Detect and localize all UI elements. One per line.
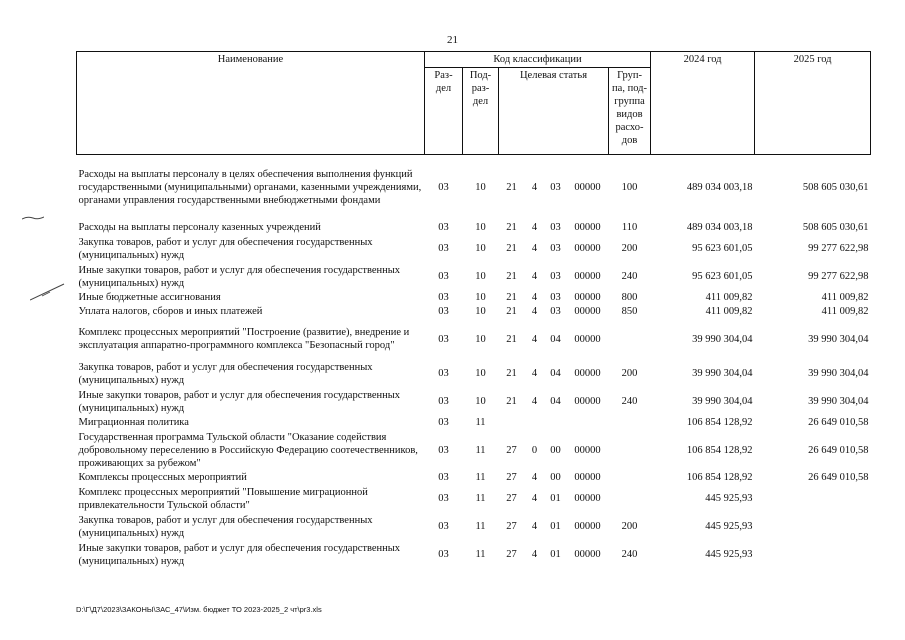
row-event-code [545,416,567,430]
page-number: 21 [447,34,458,46]
row-event-code: 00 [550,444,561,456]
row-subsection: 11 [475,521,486,532]
table-row [77,416,871,430]
row-subsection: 10 [475,243,486,254]
row-section: 03 [438,521,449,532]
row-program-code: 21 [506,222,517,233]
row-program-code: 21 [506,306,517,317]
row-name: Иные закупки товаров, работ и услуг для обеспечения государственных (муниципальных) нужд [78,264,401,289]
budget-table [76,51,871,569]
row-expense-type: 240 [621,271,638,282]
row-program-code: 21 [506,243,517,254]
table-row [77,360,871,388]
row-name: Уплата налогов, сборов и иных платежей [78,306,263,317]
row-amount-2025: 411 009,82 [821,292,869,303]
row-program-code: 27 [506,549,517,560]
row-subsection: 10 [475,368,486,379]
row-expense-type [609,416,651,430]
row-subprogram-code: 4 [531,493,538,504]
row-amount-2024: 39 990 304,04 [692,368,753,379]
row-expense-type: 200 [621,521,638,532]
table-row [77,155,871,221]
row-amount-2025: 26 649 010,58 [808,472,869,483]
row-amount-2025: 39 990 304,04 [808,368,869,379]
row-program-code: 21 [506,333,517,345]
row-amount-2024: 445 925,93 [705,521,753,532]
table-row [77,541,871,569]
row-section: 03 [438,333,449,345]
row-amount-2025: 39 990 304,04 [808,396,869,407]
table-row [77,221,871,235]
row-amount-2024: 445 925,93 [705,493,753,504]
row-program-code: 27 [506,521,517,532]
row-subprogram-code: 4 [531,243,538,254]
table-row [77,471,871,485]
row-expense-type: 200 [621,243,638,254]
row-event-code: 01 [550,521,561,532]
row-amount-2024: 106 854 128,92 [686,417,753,428]
header-row-1 [77,52,871,68]
row-name: Комплексы процессных мероприятий [78,472,247,483]
row-amount-2024: 95 623 601,05 [692,243,753,254]
row-event-code: 03 [550,306,561,317]
table-row [77,485,871,513]
row-subsection: 10 [475,271,486,282]
row-amount-2024: 489 034 003,18 [686,222,753,233]
row-expense-type: 850 [621,306,638,317]
row-direction-code: 00000 [574,306,601,317]
row-amount-2025: 411 009,82 [821,306,869,317]
row-subsection: 10 [475,306,486,317]
row-subsection: 11 [475,444,486,456]
row-subprogram-code: 0 [531,444,538,456]
row-event-code: 00 [550,472,561,483]
row-direction-code: 00000 [574,472,601,483]
row-name: Расходы на выплаты персоналу казенных учреждений [78,222,321,233]
row-section: 03 [438,472,449,483]
row-direction-code: 00000 [574,368,601,379]
row-direction-code: 00000 [574,333,601,345]
row-expense-type: 110 [621,222,638,233]
row-amount-2024: 106 854 128,92 [686,444,753,456]
row-expense-type: 240 [621,396,638,407]
row-section: 03 [438,396,449,407]
row-event-code: 03 [550,222,561,233]
row-event-code: 04 [550,333,561,345]
row-direction-code: 00000 [574,182,601,194]
row-section: 03 [438,222,449,233]
row-name: Закупка товаров, работ и услуг для обеспечения государственных (муниципальных) нужд [78,236,373,261]
row-subsection: 11 [475,549,486,560]
row-amount-2024: 445 925,93 [705,549,753,560]
header-section: Раз- дел [425,68,463,155]
row-expense-type: 200 [621,368,638,379]
row-amount-2025: 99 277 622,98 [808,271,869,282]
row-program-code: 27 [506,493,517,504]
row-event-code: 03 [550,182,561,194]
row-subsection: 10 [475,292,486,303]
row-subprogram-code: 4 [531,222,538,233]
row-amount-2024: 106 854 128,92 [686,472,753,483]
table-row [77,235,871,263]
row-name: Закупка товаров, работ и услуг для обеспечения государственных (муниципальных) нужд [78,361,373,386]
row-subsection: 11 [475,493,486,504]
row-section: 03 [438,182,449,194]
row-program-code: 21 [506,368,517,379]
row-section: 03 [438,271,449,282]
row-program-code: 21 [506,292,517,303]
row-expense-type [609,485,651,513]
table-row [77,430,871,471]
row-direction-code: 00000 [574,493,601,504]
row-subprogram-code [525,416,545,430]
row-event-code: 01 [550,549,561,560]
row-event-code: 01 [550,493,561,504]
row-section: 03 [438,417,449,428]
row-event-code: 03 [550,243,561,254]
row-subprogram-code: 4 [531,472,538,483]
row-direction-code: 00000 [574,243,601,254]
row-direction-code: 00000 [574,396,601,407]
row-subprogram-code: 4 [531,521,538,532]
row-amount-2025: 508 605 030,61 [802,222,869,233]
row-name: Миграционная политика [78,417,189,428]
row-amount-2025: 99 277 622,98 [808,243,869,254]
table-row [77,305,871,319]
row-name: Иные закупки товаров, работ и услуг для обеспечения государственных (муниципальных) нужд [78,542,401,567]
row-program-code: 21 [506,396,517,407]
header-target-article: Целевая статья [499,68,609,155]
row-amount-2025: 39 990 304,04 [808,333,869,345]
row-expense-type [609,471,651,485]
row-section: 03 [438,493,449,504]
row-expense-type [609,430,651,471]
row-program-code: 27 [506,472,517,483]
row-expense-type: 800 [621,292,638,303]
row-event-code: 04 [550,368,561,379]
row-amount-2025: 508 605 030,61 [802,182,869,194]
header-year-2024: 2024 год [651,52,755,155]
row-direction-code [567,416,609,430]
row-direction-code: 00000 [574,549,601,560]
row-subprogram-code: 4 [531,396,538,407]
row-subprogram-code: 4 [531,182,538,194]
row-subprogram-code: 4 [531,306,538,317]
row-amount-2025 [755,513,871,541]
margin-pen-mark [22,214,44,223]
table-row [77,291,871,305]
file-path-footer: D:\Г\Д7\2023\ЗАКОНЫ\ЗАС_47\Изм. бюджет ТО 2023-2025_2 чт\pr3.xls [76,605,322,614]
row-amount-2025: 26 649 010,58 [808,444,869,456]
row-name: Государственная программа Тульской области "Оказание содействия добровольному переселению в Российскую Федерацию соотечественников, проживающих за рубежом" [78,431,418,469]
row-name: Расходы на выплаты персоналу в целях обеспечения выполнения функций государственными (муниципальными) органами, казенными учреждениями, органами управления государственными внебюджетными фондами [78,169,422,207]
row-direction-code: 00000 [574,222,601,233]
row-section: 03 [438,243,449,254]
row-subprogram-code: 4 [531,333,538,345]
row-direction-code: 00000 [574,292,601,303]
row-subsection: 10 [475,333,486,345]
row-program-code [499,416,525,430]
row-expense-type [609,319,651,360]
row-amount-2025 [755,541,871,569]
row-amount-2025 [755,485,871,513]
row-subsection: 10 [475,222,486,233]
row-expense-type: 100 [621,182,638,194]
row-amount-2024: 411 009,82 [705,306,753,317]
row-name: Комплекс процессных мероприятий "Повышение миграционной привлекательности Тульской области" [78,486,368,511]
row-program-code: 27 [506,444,517,456]
header-classification: Код классификации [425,52,651,68]
row-direction-code: 00000 [574,271,601,282]
row-name: Закупка товаров, работ и услуг для обеспечения государственных (муниципальных) нужд [78,514,373,539]
row-subsection: 11 [475,472,486,483]
table-body [77,155,871,569]
row-name: Комплекс процессных мероприятий "Построение (развитие), внедрение и эксплуатация аппаратно-программного комплекса "Безопасный город" [78,327,410,351]
row-section: 03 [438,292,449,303]
table-row [77,319,871,360]
row-program-code: 21 [506,182,517,194]
row-amount-2024: 489 034 003,18 [686,182,753,194]
row-subprogram-code: 4 [531,368,538,379]
row-amount-2024: 39 990 304,04 [692,333,753,345]
table-row [77,263,871,291]
row-name: Иные бюджетные ассигнования [78,292,221,303]
row-section: 03 [438,549,449,560]
row-event-code: 03 [550,292,561,303]
table-row [77,513,871,541]
row-expense-type: 240 [621,549,638,560]
row-program-code: 21 [506,271,517,282]
margin-pen-stroke [30,282,66,304]
header-year-2025: 2025 год [755,52,871,155]
row-section: 03 [438,444,449,456]
row-amount-2024: 411 009,82 [705,292,753,303]
row-direction-code: 00000 [574,521,601,532]
row-amount-2024: 95 623 601,05 [692,271,753,282]
row-subprogram-code: 4 [531,549,538,560]
row-name: Иные закупки товаров, работ и услуг для обеспечения государственных (муниципальных) нужд [78,389,401,414]
header-expense-group: Груп- па, под- группа видов расхо- дов [609,68,651,155]
header-name: Наименование [77,52,425,155]
row-event-code: 04 [550,396,561,407]
row-section: 03 [438,368,449,379]
row-subprogram-code: 4 [531,271,538,282]
row-subprogram-code: 4 [531,292,538,303]
row-amount-2025: 26 649 010,58 [808,417,869,428]
row-subsection: 10 [475,396,486,407]
row-amount-2024: 39 990 304,04 [692,396,753,407]
row-subsection: 10 [475,182,486,194]
row-direction-code: 00000 [574,444,601,456]
row-subsection: 11 [475,417,486,428]
header-subsection: Под- раз- дел [463,68,499,155]
table-row [77,388,871,416]
row-event-code: 03 [550,271,561,282]
row-section: 03 [438,306,449,317]
